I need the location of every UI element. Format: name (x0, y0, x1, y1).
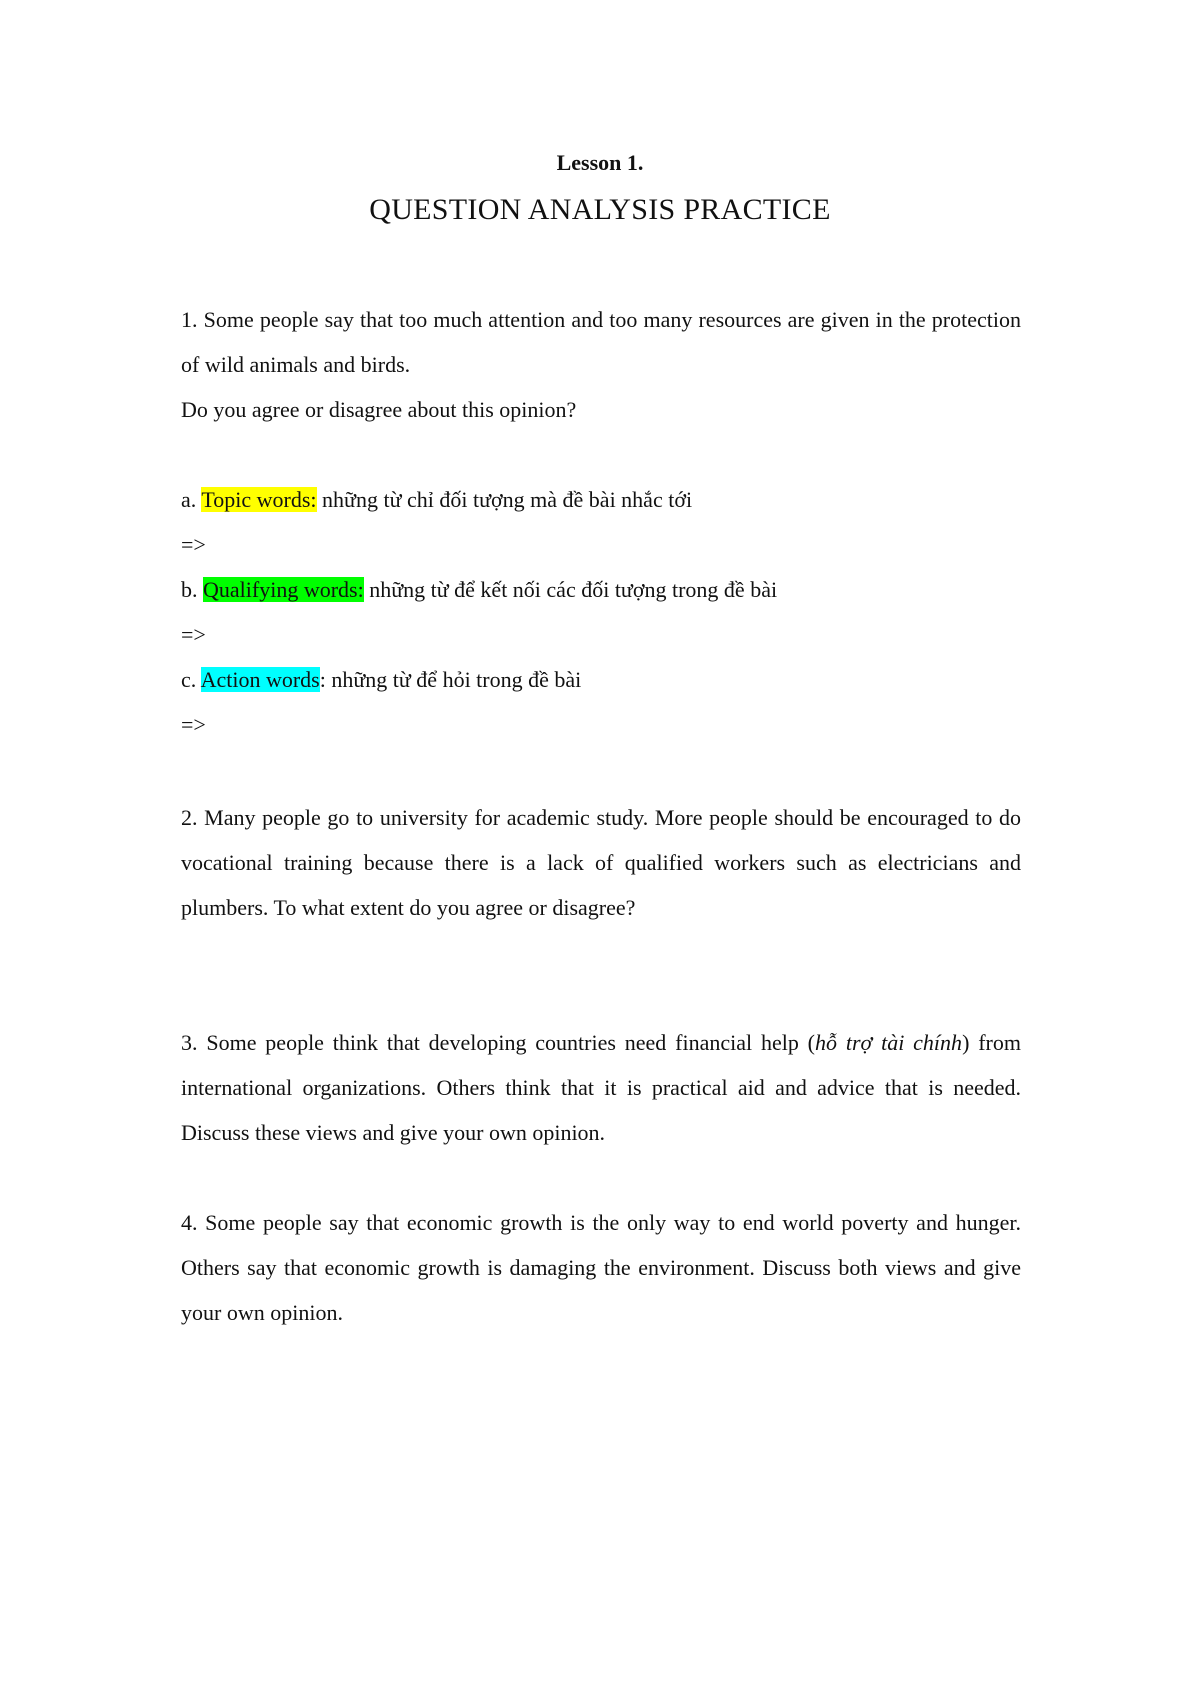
analysis-item-qualifying (181, 567, 1021, 612)
action-words-answer-arrow: => (181, 712, 206, 737)
question-2 (181, 795, 1021, 930)
topic-words-description: những từ chỉ đối tượng mà đề bài nhắc tới (316, 487, 693, 512)
question-1 (181, 297, 1021, 432)
question-3-text (181, 1020, 1021, 1155)
analysis-item-after-label: : (319, 667, 326, 692)
question-3-text-start: 3. Some people think that developing countries need financial help ( (181, 1030, 815, 1055)
question-1-prompt: Do you agree or disagree about this opinion? (181, 397, 577, 422)
question-4 (181, 1200, 1021, 1335)
topic-words-label: Topic words: (201, 487, 317, 512)
question-3 (181, 1020, 1021, 1155)
question-3-italic-gloss: hỗ trợ tài chính (815, 1030, 963, 1055)
question-1-analysis (181, 477, 1021, 747)
analysis-item-action (181, 657, 1021, 702)
action-words-label: Action words (200, 667, 320, 692)
page-title: QUESTION ANALYSIS PRACTICE (369, 193, 831, 226)
analysis-item-prefix: a. (181, 487, 202, 512)
question-3-text-end: ) from international organizations. Others think that it is practical aid and advice that is needed. Discuss these views and give your own opinion. (181, 1030, 1021, 1145)
analysis-item-prefix: b. (181, 577, 203, 602)
action-words-description: những từ để hỏi trong đề bài (325, 667, 582, 692)
topic-words-answer-arrow: => (181, 532, 206, 557)
question-2-text: 2. Many people go to university for academic study. More people should be encouraged to do vocational training because there is a lack of qualified workers such as electricians and plumbers. To what extent do you agree or disagree? (181, 805, 1021, 920)
question-4-text: 4. Some people say that economic growth is the only way to end world poverty and hunger. Others say that economic growth is damaging the environment. Discuss both views and give your own opinion. (181, 1210, 1021, 1325)
lesson-label: Lesson 1. (556, 150, 644, 175)
qualifying-words-description: những từ để kết nối các đối tượng trong đề bài (363, 577, 778, 602)
analysis-item-topic (181, 477, 1021, 522)
qualifying-words-answer-arrow: => (181, 622, 206, 647)
qualifying-words-label: Qualifying words: (203, 577, 364, 602)
analysis-item-prefix: c. (181, 667, 201, 692)
question-1-text: 1. Some people say that too much attention and too many resources are given in the protection of wild animals and birds. (181, 307, 1021, 377)
